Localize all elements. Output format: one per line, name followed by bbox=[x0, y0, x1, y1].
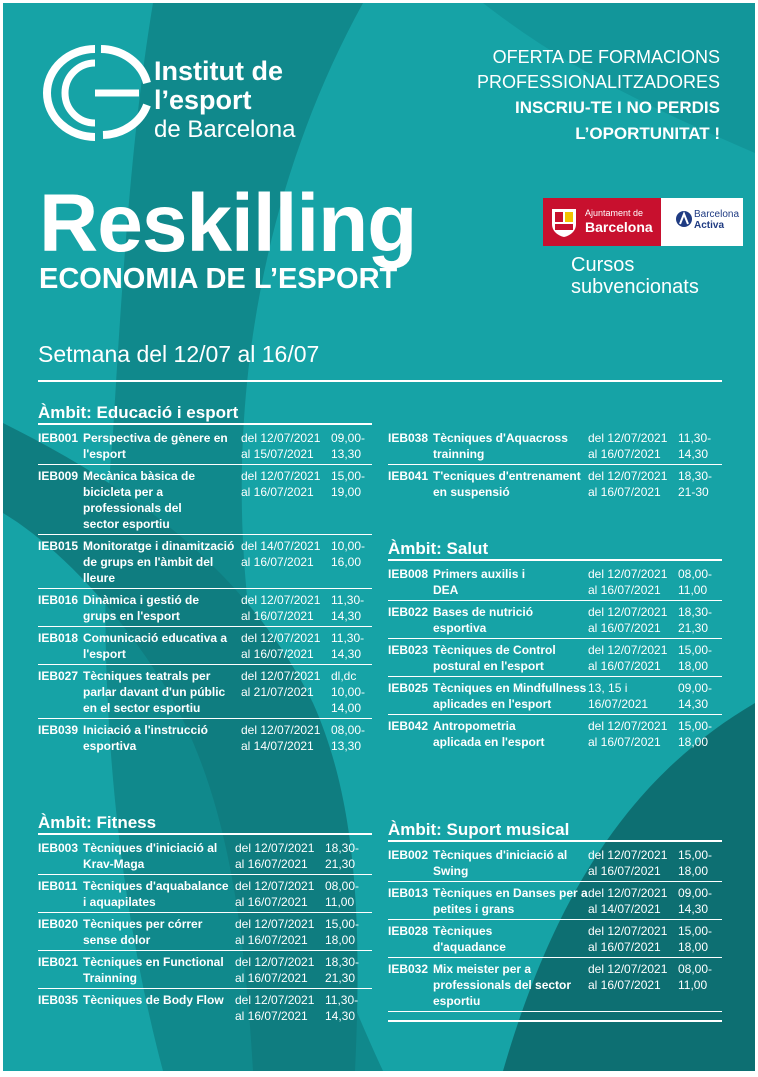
barcelona-activa-label-2: Activa bbox=[694, 220, 725, 231]
course-row bbox=[38, 837, 372, 875]
course-hours: 15,00- 18,00 bbox=[678, 719, 713, 749]
section-rule bbox=[388, 559, 722, 561]
course-hours: 10,00- 16,00 bbox=[331, 539, 366, 569]
ajuntament-label-small: Ajuntament de bbox=[585, 208, 644, 218]
course-row bbox=[388, 601, 722, 639]
course-dates: del 12/07/2021 al 16/07/2021 bbox=[588, 848, 668, 878]
course-code: IEB041 bbox=[388, 469, 429, 483]
institut-logo-icon bbox=[39, 43, 151, 143]
course-dates: 13, 15 i 16/07/2021 bbox=[588, 681, 649, 711]
course-code: IEB016 bbox=[38, 593, 79, 607]
course-title: Tècniques d'aquabalance i aquapilates bbox=[83, 879, 229, 909]
logo-text-line-3: de Barcelona bbox=[154, 116, 296, 143]
section-rule bbox=[38, 833, 372, 835]
course-title: Tècniques en Functional Trainning bbox=[83, 955, 224, 985]
course-dates: del 12/07/2021 al 16/07/2021 bbox=[588, 567, 668, 597]
course-hours: 11,30- 14,30 bbox=[678, 431, 712, 461]
barcelona-activa-label-1: Barcelona bbox=[694, 209, 740, 220]
course-row bbox=[38, 627, 372, 665]
course-title: Mix meister per a professionals del sector esportiu bbox=[433, 962, 572, 1008]
course-dates: del 12/07/2021 al 16/07/2021 bbox=[241, 593, 321, 623]
course-hours: 15,00- 18,00 bbox=[325, 917, 360, 947]
course-dates: del 12/07/2021 al 16/07/2021 bbox=[235, 955, 315, 985]
course-dates: del 12/07/2021 al 16/07/2021 bbox=[588, 962, 668, 992]
course-dates: del 12/07/2021 al 16/07/2021 bbox=[588, 431, 668, 461]
course-title: Dinàmica i gestió de grups en l'esport bbox=[83, 593, 200, 623]
course-code: IEB002 bbox=[388, 848, 429, 862]
course-hours: 11,30- 14,30 bbox=[331, 593, 365, 623]
page-title: Reskilling bbox=[39, 178, 417, 269]
section-fitness bbox=[38, 813, 372, 1026]
course-title: Tècniques teatrals per parlar davant d'un públic en el sector esportiu bbox=[83, 669, 226, 715]
course-hours: 18,30- 21,30 bbox=[325, 955, 360, 985]
course-title: Tècniques d'aquadance bbox=[433, 924, 506, 954]
section-title: Àmbit: Fitness bbox=[38, 813, 157, 832]
course-row bbox=[388, 465, 722, 502]
course-hours: 15,00- 19,00 bbox=[331, 469, 366, 499]
course-row bbox=[38, 535, 372, 589]
course-hours: 18,30- 21-30 bbox=[678, 469, 713, 499]
logo-text-line-2: l’esport bbox=[154, 85, 252, 115]
course-dates: del 12/07/2021 al 16/07/2021 bbox=[235, 841, 315, 871]
barcelona-activa-icon bbox=[676, 210, 692, 228]
course-code: IEB013 bbox=[388, 886, 429, 900]
course-dates: del 14/07/2021 al 16/07/2021 bbox=[241, 539, 321, 569]
course-row bbox=[38, 427, 372, 465]
ajuntament-label-big: Barcelona bbox=[585, 219, 653, 235]
section-title: Àmbit: Suport musical bbox=[388, 820, 570, 839]
section-rule bbox=[38, 423, 372, 425]
course-code: IEB011 bbox=[38, 879, 78, 893]
course-dates: del 12/07/2021 al 16/07/2021 bbox=[241, 631, 321, 661]
course-code: IEB027 bbox=[38, 669, 79, 683]
subsidy-line-1: Cursos bbox=[571, 254, 635, 276]
ajuntament-shield-icon bbox=[549, 206, 579, 238]
course-row bbox=[388, 958, 722, 1012]
course-row bbox=[388, 882, 722, 920]
section-educacio-continued bbox=[388, 427, 722, 502]
course-code: IEB008 bbox=[388, 567, 429, 581]
course-title: Tècniques d'iniciació al Krav-Maga bbox=[83, 841, 218, 871]
course-hours: 15,00- 18,00 bbox=[678, 848, 713, 878]
course-dates: del 12/07/2021 al 15/07/2021 bbox=[241, 431, 321, 461]
course-code: IEB023 bbox=[388, 643, 429, 657]
course-dates: del 12/07/2021 al 16/07/2021 bbox=[241, 469, 321, 499]
logo-text-line-1: Institut de bbox=[154, 56, 283, 86]
course-code: IEB003 bbox=[38, 841, 79, 855]
course-title: Tècniques d'Aquacross trainning bbox=[433, 431, 568, 461]
course-title: Tècniques de Body Flow bbox=[83, 993, 224, 1007]
course-title: Primers auxilis i DEA bbox=[433, 567, 526, 597]
course-title: Bases de nutrició esportiva bbox=[433, 605, 534, 635]
course-title: Monitoratge i dinamització de grups en l'àmbit del lleure bbox=[83, 539, 235, 585]
course-hours: 18,30- 21,30 bbox=[325, 841, 360, 871]
section-educacio bbox=[38, 403, 372, 756]
course-title: Tècniques en Danses per a petites i grans bbox=[433, 886, 588, 916]
course-code: IEB022 bbox=[388, 605, 429, 619]
course-row bbox=[388, 639, 722, 677]
section-title: Àmbit: Salut bbox=[388, 539, 489, 558]
offer-line-2: PROFESSIONALITZADORES bbox=[476, 72, 720, 92]
course-title: Tècniques per córrer sense dolor bbox=[83, 917, 203, 947]
course-hours: 11,30- 14,30 bbox=[325, 993, 359, 1023]
course-dates: del 12/07/2021 al 16/07/2021 bbox=[235, 917, 315, 947]
course-title: T'ecniques d'entrenament en suspensió bbox=[433, 469, 581, 499]
course-title: Tècniques d'iniciació al Swing bbox=[433, 848, 568, 878]
course-row bbox=[38, 665, 372, 719]
course-dates: del 12/07/2021 al 16/07/2021 bbox=[588, 924, 668, 954]
course-row bbox=[38, 465, 372, 535]
course-code: IEB015 bbox=[38, 539, 79, 553]
course-hours: dl,dc 10,00- 14,00 bbox=[331, 669, 366, 715]
course-row bbox=[38, 913, 372, 951]
offer-line-1: OFERTA DE FORMACIONS bbox=[492, 47, 720, 67]
course-row bbox=[38, 875, 372, 913]
course-title: Perspectiva de gènere en l'esport bbox=[83, 431, 228, 461]
course-title: Tècniques en Mindfullness aplicades en l'esport bbox=[433, 681, 587, 711]
section-rule bbox=[388, 840, 722, 842]
section-bottom-rule bbox=[388, 1020, 722, 1022]
course-row bbox=[388, 844, 722, 882]
course-hours: 09,00- 13,30 bbox=[331, 431, 366, 461]
course-row bbox=[388, 427, 722, 465]
course-hours: 11,30- 14,30 bbox=[331, 631, 365, 661]
course-code: IEB028 bbox=[388, 924, 429, 938]
course-hours: 18,30- 21,30 bbox=[678, 605, 713, 635]
page-subtitle: ECONOMIA DE L’ESPORT bbox=[39, 263, 398, 295]
course-title: Antropometria aplicada en l'esport bbox=[433, 719, 545, 749]
section-suport-musical bbox=[388, 820, 722, 1022]
course-code: IEB025 bbox=[388, 681, 429, 695]
course-title: Iniciació a l'instrucció esportiva bbox=[83, 723, 208, 753]
course-dates: del 12/07/2021 al 16/07/2021 bbox=[588, 719, 668, 749]
course-hours: 08,00- 11,00 bbox=[325, 879, 360, 909]
course-code: IEB035 bbox=[38, 993, 79, 1007]
course-hours: 15,00- 18,00 bbox=[678, 924, 713, 954]
course-dates: del 12/07/2021 al 16/07/2021 bbox=[588, 469, 668, 499]
course-row bbox=[38, 589, 372, 627]
poster bbox=[3, 3, 755, 1071]
course-hours: 08,00- 11,00 bbox=[678, 567, 713, 597]
course-dates: del 12/07/2021 al 16/07/2021 bbox=[235, 879, 315, 909]
course-title: Comunicació educativa a l'esport bbox=[83, 631, 228, 661]
course-row bbox=[388, 563, 722, 601]
course-dates: del 12/07/2021 al 16/07/2021 bbox=[235, 993, 315, 1023]
ajuntament-logo bbox=[543, 198, 661, 246]
subsidy-line-2: subvencionats bbox=[571, 276, 699, 298]
course-hours: 08,00- 13,30 bbox=[331, 723, 366, 753]
course-row bbox=[38, 989, 372, 1026]
course-code: IEB009 bbox=[38, 469, 79, 483]
course-hours: 15,00- 18,00 bbox=[678, 643, 713, 673]
course-row bbox=[388, 920, 722, 958]
week-divider bbox=[38, 380, 722, 382]
course-hours: 09,00- 14,30 bbox=[678, 886, 713, 916]
course-dates: del 12/07/2021 al 16/07/2021 bbox=[588, 643, 668, 673]
course-code: IEB018 bbox=[38, 631, 79, 645]
section-salut bbox=[388, 539, 722, 752]
course-row bbox=[38, 719, 372, 756]
sponsor-logos bbox=[543, 198, 743, 246]
course-title: Mecànica bàsica de bicicleta per a professionals del sector esportiu bbox=[83, 469, 196, 531]
course-code: IEB038 bbox=[388, 431, 429, 445]
course-dates: del 12/07/2021 al 14/07/2021 bbox=[241, 723, 321, 753]
course-row bbox=[38, 951, 372, 989]
offer-line-3: INSCRIU-TE I NO PERDIS bbox=[515, 98, 720, 117]
course-row bbox=[388, 677, 722, 715]
course-code: IEB032 bbox=[388, 962, 429, 976]
offer-line-4: L’OPORTUNITAT ! bbox=[575, 124, 720, 143]
course-code: IEB042 bbox=[388, 719, 429, 733]
course-hours: 08,00- 11,00 bbox=[678, 962, 713, 992]
week-heading: Setmana del 12/07 al 16/07 bbox=[38, 341, 320, 367]
course-dates: del 12/07/2021 al 16/07/2021 bbox=[588, 605, 668, 635]
course-code: IEB021 bbox=[38, 955, 79, 969]
course-dates: del 12/07/2021 al 21/07/2021 bbox=[241, 669, 321, 699]
course-row bbox=[388, 715, 722, 752]
course-dates: del 12/07/2021 al 14/07/2021 bbox=[588, 886, 668, 916]
course-code: IEB020 bbox=[38, 917, 79, 931]
section-title: Àmbit: Educació i esport bbox=[38, 403, 239, 422]
course-title: Tècniques de Control postural en l'esport bbox=[433, 643, 556, 673]
course-hours: 09,00- 14,30 bbox=[678, 681, 713, 711]
course-code: IEB039 bbox=[38, 723, 79, 737]
course-code: IEB001 bbox=[38, 431, 79, 445]
